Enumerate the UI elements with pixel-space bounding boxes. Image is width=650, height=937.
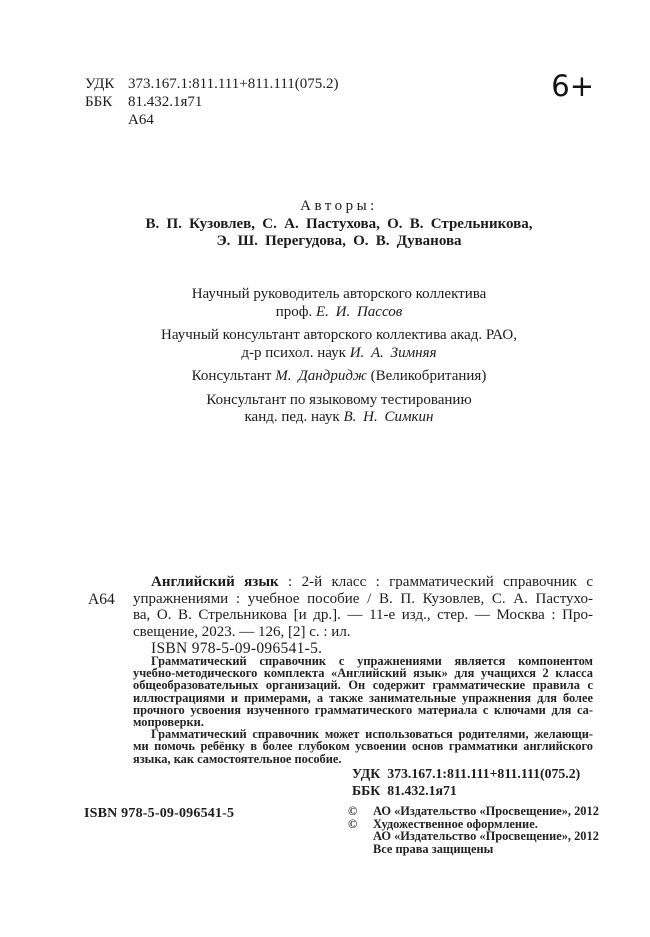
annotation-line: общеобразовательных организаций. Он содержит грамматические правила с [133,678,593,693]
footer-isbn: ISBN 978-5-09-096541-5 [84,806,235,821]
bottom-classification-codes [352,766,580,799]
bib-line-1 [133,574,593,591]
age-rating-badge: 6+ [551,69,594,103]
top-classification-codes [85,76,339,129]
annotation-line: Грамматический справочник с упражнениями является компонентом [151,654,593,668]
staff-entry-science-head [85,286,593,321]
staff-name-prefix: канд. пед. наук [244,409,344,425]
bib-line-4: свещение, 2023. — 126, [2] с. : ил. [133,623,351,640]
authors-line-2: Э. Ш. Перегудова, О. В. Дуванова [216,233,462,249]
udk-bottom-row [352,766,580,783]
author-sign-row [85,112,339,130]
copyright-text: Все права защищены [373,841,494,856]
copyright-line [348,830,599,843]
annotation-line: языка, как самостоятельное пособие. [133,751,342,766]
bibliographic-record [133,574,593,657]
author-sign: А64 [128,111,154,128]
authors-block [85,198,593,251]
bib-line-1-rest: : 2-й класс : грамматический справочник с [278,574,593,590]
bib-isbn: ISBN 978-5-09-096541-5. [151,639,323,657]
copyright-text: АО «Издательство «Просвещение», 2012 [373,829,599,843]
copyright-text: Художественное оформление. [373,816,538,831]
staff-name-line [85,368,593,386]
staff-entry-consultant [85,368,593,386]
staff-name-prefix: проф. [275,303,316,320]
bbk-row [85,94,339,112]
copyright-sign: © [348,804,358,818]
bib-book-title: Английский язык [151,574,279,590]
copyright-block [348,805,599,855]
staff-name-line [85,304,593,322]
staff-name-suffix: (Великобритания) [366,368,487,384]
annotation-line: прочного усвоения изученного грамматического материала с ключами для са- [133,702,593,717]
staff-person-name: В. Н. Симкин [343,409,434,425]
copyright-sign [348,830,373,843]
staff-person-name: И. А. Зимняя [349,344,437,361]
annotation-line: иллюстрациями и примерами, а также занимательные упражнения для более [133,690,593,705]
staff-person-name: Е. И. Пассов [315,303,403,320]
authors-heading: Авторы: [300,198,378,214]
annotation-block [133,655,593,765]
copyright-sign [348,843,373,856]
bbk-bottom-row [352,783,580,800]
staff-name-line [85,409,593,427]
author-sign-spacer [85,112,128,130]
staff-entry-science-consultant [85,327,593,362]
udk-row [85,76,339,94]
udk-label: УДК [85,76,115,92]
annotation-line: мопроверки. [133,715,204,730]
annotation-line: ми помочь ребёнку в более глубоком усвоении основ грамматики английского [133,739,593,754]
copyright-text: АО «Издательство «Просвещение», 2012 [373,804,599,818]
udk-value: 373.167.1:811.111+811.111(075.2) [387,766,581,781]
bib-line-3: ва, О. В. Стрельникова [и др.]. — 11-е изд., стер. — Москва : Про- [133,607,593,624]
staff-name-prefix: Консультант [191,368,276,384]
bbk-value: 81.432.1я71 [387,782,457,798]
staff-name-line [85,345,593,363]
staff-block [85,286,593,433]
copyright-line [348,843,599,856]
staff-name-prefix: д-р психол. наук [241,344,350,361]
udk-label: УДК [352,766,381,781]
staff-role-line: Научный консультант авторского коллектива акад. РАО, [161,327,517,343]
bbk-value: 81.432.1я71 [128,93,203,110]
staff-role-line: Консультант по языковому тестированию [206,391,472,408]
staff-role-line: Научный руководитель авторского коллектива [191,286,487,302]
annotation-line: Грамматический справочник может использоваться родителями, желающи- [151,727,593,742]
bib-line-2: упражнениями : учебное пособие / В. П. Кузовлев, С. А. Пастухо- [133,590,593,607]
bbk-label: ББК [85,93,113,110]
authors-line-1: В. П. Кузовлев, С. А. Пастухова, О. В. Стрельникова, [145,215,533,232]
udk-value: 373.167.1:811.111+811.111(075.2) [128,76,339,92]
staff-person-name: М. Дандридж [275,368,367,384]
staff-entry-testing-consultant [85,392,593,427]
bbk-label: ББК [352,782,381,798]
copyright-line [348,805,599,818]
annotation-line: учебно-методического комплекта «Английский язык» для учащихся 2 класса [133,666,593,681]
bib-author-sign: А64 [88,591,115,608]
copyright-sign: © [348,816,358,831]
